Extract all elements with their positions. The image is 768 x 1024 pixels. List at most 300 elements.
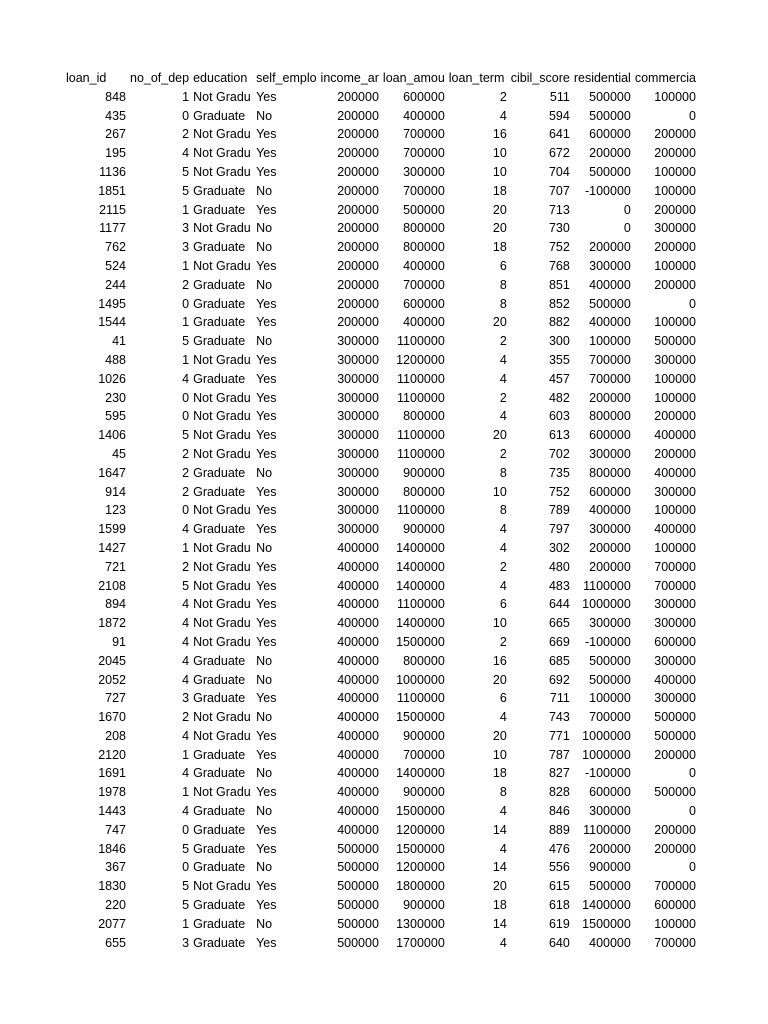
- table-cell: Graduate: [193, 240, 246, 255]
- table-cell: 8: [499, 296, 507, 311]
- table-row: [64, 764, 698, 783]
- table-cell: 900000: [403, 522, 445, 537]
- table-cell: 700000: [403, 277, 445, 292]
- table-cell: 700000: [654, 559, 696, 574]
- table-cell: 200000: [654, 202, 696, 217]
- table-cell: 4: [499, 804, 507, 819]
- table-cell: 3: [182, 240, 190, 255]
- table-cell: 752: [548, 484, 570, 499]
- table-cell: 400000: [337, 597, 379, 612]
- table-cell: 100000: [654, 89, 696, 104]
- table-cell: Yes: [256, 146, 277, 161]
- table-cell: 500000: [403, 202, 445, 217]
- table-cell: 700000: [589, 710, 631, 725]
- table-cell: 600000: [589, 127, 631, 142]
- table-cell: -100000: [584, 634, 631, 649]
- table-cell: 1500000: [582, 916, 631, 931]
- table-cell: Not Gradu: [193, 503, 251, 518]
- table-row: [64, 840, 698, 859]
- table-row: [64, 633, 698, 652]
- table-row: [64, 313, 698, 332]
- table-cell: 0: [182, 390, 190, 405]
- table-cell: Not Gradu: [193, 578, 251, 593]
- table-row: [64, 144, 698, 163]
- table-cell: 1406: [98, 428, 126, 443]
- table-row: [64, 689, 698, 708]
- table-cell: 5: [182, 164, 190, 179]
- table-cell: 1830: [98, 879, 126, 894]
- table-body: [64, 88, 698, 953]
- table-cell: Yes: [256, 747, 277, 762]
- table-row: [64, 426, 698, 445]
- table-cell: 200000: [337, 183, 379, 198]
- table-cell: 4: [182, 371, 190, 386]
- table-cell: 1978: [98, 785, 126, 800]
- table-row: [64, 464, 698, 483]
- table-cell: 8: [499, 465, 507, 480]
- table-cell: 200000: [337, 296, 379, 311]
- table-cell: 5: [182, 183, 190, 198]
- table-cell: Yes: [256, 841, 277, 856]
- table-cell: 2077: [98, 916, 126, 931]
- table-cell: 20: [492, 728, 507, 743]
- table-cell: 123: [105, 503, 126, 518]
- table-cell: 800000: [403, 484, 445, 499]
- table-cell: No: [256, 334, 273, 349]
- table-cell: Graduate: [193, 916, 246, 931]
- table-cell: Yes: [256, 409, 277, 424]
- table-cell: 735: [548, 465, 570, 480]
- table-cell: No: [256, 710, 273, 725]
- table-cell: 848: [105, 89, 126, 104]
- header-cibil-score: cibil_score: [510, 71, 570, 85]
- table-cell: Graduate: [193, 465, 246, 480]
- table-row: [64, 558, 698, 577]
- table-cell: 100000: [654, 916, 696, 931]
- table-cell: Graduate: [193, 804, 246, 819]
- table-cell: 500000: [589, 653, 631, 668]
- table-cell: Yes: [256, 728, 277, 743]
- table-cell: 300000: [654, 653, 696, 668]
- table-cell: 1026: [98, 371, 126, 386]
- table-cell: 2: [182, 465, 190, 480]
- table-row: [64, 201, 698, 220]
- table-cell: 500000: [589, 164, 631, 179]
- table-cell: 511: [549, 89, 570, 104]
- table-row: [64, 501, 698, 520]
- table-cell: Not Gradu: [193, 164, 251, 179]
- table-row: [64, 88, 698, 107]
- table-cell: 0: [689, 804, 696, 819]
- table-cell: 200000: [337, 146, 379, 161]
- table-cell: No: [256, 860, 273, 875]
- table-cell: 244: [105, 277, 126, 292]
- table-cell: 700000: [403, 747, 445, 762]
- table-cell: 2: [499, 559, 507, 574]
- table-cell: 828: [548, 785, 570, 800]
- table-cell: 230: [105, 390, 126, 405]
- table-cell: 700000: [654, 935, 696, 950]
- table-cell: 400000: [337, 540, 379, 555]
- table-cell: 400000: [589, 315, 631, 330]
- table-cell: 600000: [403, 89, 445, 104]
- table-cell: 4: [182, 616, 190, 631]
- table-cell: 435: [105, 108, 126, 123]
- table-cell: 200000: [337, 315, 379, 330]
- table-cell: 743: [548, 710, 570, 725]
- table-cell: 1100000: [583, 822, 631, 837]
- header-no-of-dependents: no_of_dep: [130, 71, 190, 85]
- table-cell: Not Gradu: [193, 559, 251, 574]
- table-cell: 2115: [99, 202, 126, 217]
- table-cell: 600000: [654, 898, 696, 913]
- table-row: [64, 934, 698, 953]
- table-cell: 100000: [654, 164, 696, 179]
- table-cell: 0: [182, 296, 190, 311]
- table-cell: 45: [112, 446, 126, 461]
- table-cell: 0: [623, 202, 631, 217]
- table-row: [64, 858, 698, 877]
- table-cell: Graduate: [193, 202, 246, 217]
- table-cell: 200000: [337, 108, 379, 123]
- table-row: [64, 125, 698, 144]
- table-cell: 200000: [337, 221, 379, 236]
- table-cell: 3: [182, 691, 190, 706]
- table-cell: 100000: [654, 540, 696, 555]
- table-cell: 2052: [98, 672, 126, 687]
- table-row: [64, 746, 698, 765]
- table-cell: 200000: [654, 446, 696, 461]
- table-cell: 900000: [403, 465, 445, 480]
- table-cell: No: [256, 240, 273, 255]
- table-cell: 0: [182, 822, 190, 837]
- table-cell: 4: [182, 653, 190, 668]
- table-cell: 615: [548, 879, 570, 894]
- table-cell: 4: [499, 841, 507, 856]
- table-cell: 300000: [337, 522, 379, 537]
- table-row: [64, 671, 698, 690]
- table-cell: 1846: [98, 841, 126, 856]
- table-cell: No: [256, 465, 273, 480]
- table-cell: No: [256, 916, 273, 931]
- table-cell: Not Gradu: [193, 597, 251, 612]
- table-cell: 4: [182, 597, 190, 612]
- table-cell: 10: [492, 146, 507, 161]
- table-row: [64, 483, 698, 502]
- table-cell: 1: [182, 540, 190, 555]
- table-cell: 655: [105, 935, 126, 950]
- table-cell: 18: [492, 898, 507, 913]
- table-cell: Not Gradu: [193, 89, 251, 104]
- table-cell: 1400000: [396, 559, 445, 574]
- table-cell: 208: [105, 728, 126, 743]
- table-row: [64, 445, 698, 464]
- table-cell: 18: [492, 240, 507, 255]
- table-cell: Graduate: [193, 898, 246, 913]
- table-cell: 14: [492, 822, 507, 837]
- table-cell: 1599: [98, 522, 126, 537]
- table-row: [64, 257, 698, 276]
- table-cell: 1800000: [396, 879, 445, 894]
- table-cell: 200000: [654, 747, 696, 762]
- table-cell: 300000: [654, 597, 696, 612]
- table-cell: 721: [105, 559, 126, 574]
- table-cell: Yes: [256, 634, 277, 649]
- header-loan-amount: loan_amou: [382, 71, 445, 85]
- header-income-annum: income_ar: [320, 71, 379, 85]
- table-cell: 1443: [98, 804, 126, 819]
- table-cell: 300000: [589, 616, 631, 631]
- table-cell: 600000: [654, 634, 696, 649]
- table-cell: 600000: [589, 785, 631, 800]
- table-cell: 200000: [654, 841, 696, 856]
- table-cell: 4: [499, 540, 507, 555]
- table-cell: 2: [182, 710, 190, 725]
- table-row: [64, 219, 698, 238]
- table-cell: Not Gradu: [193, 146, 251, 161]
- table-cell: 200000: [589, 240, 631, 255]
- table-cell: 747: [105, 822, 126, 837]
- table-cell: Graduate: [193, 484, 246, 499]
- table-cell: 2045: [98, 653, 126, 668]
- header-loan-id: loan_id: [66, 71, 107, 85]
- header-commercial-assets: commercia: [634, 71, 696, 85]
- table-cell: No: [256, 277, 273, 292]
- table-cell: 483: [548, 578, 570, 593]
- table-cell: 200000: [337, 277, 379, 292]
- table-cell: Not Gradu: [193, 127, 251, 142]
- table-cell: 1200000: [396, 822, 445, 837]
- table-cell: 367: [105, 860, 126, 875]
- table-cell: 300000: [337, 446, 379, 461]
- table-cell: 4: [499, 710, 507, 725]
- table-cell: 851: [548, 277, 570, 292]
- table-cell: 644: [548, 597, 570, 612]
- table-cell: 5: [182, 841, 190, 856]
- table-cell: 2: [182, 446, 190, 461]
- header-self-employed: self_emplo: [256, 71, 317, 85]
- table-cell: 1: [182, 747, 190, 762]
- table-cell: 500000: [589, 672, 631, 687]
- table-cell: 0: [182, 503, 190, 518]
- table-cell: 200000: [654, 822, 696, 837]
- table-cell: Yes: [256, 691, 277, 706]
- loan-data-table: [64, 69, 698, 952]
- table-cell: -100000: [584, 183, 631, 198]
- table-cell: Yes: [256, 484, 277, 499]
- table-cell: 400000: [403, 258, 445, 273]
- table-cell: Graduate: [193, 935, 246, 950]
- table-row: [64, 107, 698, 126]
- table-cell: 10: [492, 616, 507, 631]
- table-cell: 1177: [99, 221, 126, 236]
- table-cell: 1647: [98, 465, 126, 480]
- table-cell: 641: [548, 127, 570, 142]
- table-row: [64, 783, 698, 802]
- table-cell: 300: [548, 334, 570, 349]
- table-cell: 603: [548, 409, 570, 424]
- table-cell: 4: [499, 522, 507, 537]
- table-cell: 500000: [337, 860, 379, 875]
- table-cell: 1000000: [396, 672, 445, 687]
- table-cell: 2108: [98, 578, 126, 593]
- table-cell: 400000: [337, 616, 379, 631]
- table-cell: 1100000: [397, 334, 445, 349]
- table-cell: 300000: [337, 390, 379, 405]
- table-cell: 4: [182, 146, 190, 161]
- table-cell: 1: [182, 258, 190, 273]
- table-cell: 0: [689, 766, 696, 781]
- table-cell: 400000: [337, 766, 379, 781]
- table-cell: 665: [548, 616, 570, 631]
- table-cell: 4: [182, 522, 190, 537]
- table-cell: No: [256, 653, 273, 668]
- table-cell: 500000: [589, 296, 631, 311]
- header-row: [64, 69, 698, 88]
- table-cell: 4: [499, 352, 507, 367]
- table-cell: No: [256, 766, 273, 781]
- table-cell: 8: [499, 277, 507, 292]
- table-cell: Graduate: [193, 747, 246, 762]
- table-cell: 10: [492, 484, 507, 499]
- table-cell: 700000: [403, 127, 445, 142]
- table-cell: 400000: [337, 785, 379, 800]
- table-cell: 2: [182, 277, 190, 292]
- table-cell: Graduate: [193, 334, 246, 349]
- table-cell: Graduate: [193, 296, 246, 311]
- table-cell: 700000: [589, 352, 631, 367]
- table-cell: 400000: [654, 465, 696, 480]
- table-cell: 200000: [337, 89, 379, 104]
- table-cell: 0: [623, 221, 631, 236]
- table-cell: No: [256, 540, 273, 555]
- table-cell: Not Gradu: [193, 540, 251, 555]
- table-cell: 5: [182, 428, 190, 443]
- table-cell: 800000: [403, 221, 445, 236]
- table-cell: 500000: [337, 898, 379, 913]
- table-cell: 400000: [589, 503, 631, 518]
- table-cell: 200000: [589, 540, 631, 555]
- table-cell: 1400000: [582, 898, 631, 913]
- table-cell: 300000: [589, 446, 631, 461]
- table-cell: 300000: [654, 221, 696, 236]
- table-cell: 1400000: [396, 540, 445, 555]
- table-cell: Yes: [256, 559, 277, 574]
- table-cell: 827: [548, 766, 570, 781]
- table-cell: 672: [548, 146, 570, 161]
- table-cell: Yes: [256, 127, 277, 142]
- table-cell: Yes: [256, 597, 277, 612]
- table-cell: Graduate: [193, 371, 246, 386]
- table-cell: 500000: [337, 841, 379, 856]
- table-row: [64, 652, 698, 671]
- table-cell: 200000: [337, 164, 379, 179]
- table-cell: Graduate: [193, 860, 246, 875]
- table-cell: 600000: [589, 484, 631, 499]
- table-cell: No: [256, 108, 273, 123]
- table-cell: 300000: [654, 484, 696, 499]
- table-cell: 400000: [403, 315, 445, 330]
- table-cell: Not Gradu: [193, 390, 251, 405]
- table-cell: Not Gradu: [193, 221, 251, 236]
- table-cell: 20: [492, 315, 507, 330]
- table-cell: 752: [548, 240, 570, 255]
- table-cell: 8: [499, 785, 507, 800]
- table-cell: 846: [548, 804, 570, 819]
- table-cell: Not Gradu: [193, 352, 251, 367]
- table-cell: 4: [499, 371, 507, 386]
- table-cell: Graduate: [193, 653, 246, 668]
- table-cell: 2: [182, 559, 190, 574]
- header-loan-term: loan_term: [448, 71, 505, 85]
- table-cell: 669: [548, 634, 570, 649]
- table-cell: 1: [182, 315, 190, 330]
- table-cell: 800000: [403, 653, 445, 668]
- table-cell: 1691: [98, 766, 126, 781]
- table-row: [64, 182, 698, 201]
- table-cell: Not Gradu: [193, 428, 251, 443]
- table-cell: 595: [105, 409, 126, 424]
- table-cell: 300000: [337, 484, 379, 499]
- table-cell: 2: [499, 334, 507, 349]
- table-cell: 6: [499, 597, 507, 612]
- table-cell: Yes: [256, 428, 277, 443]
- table-row: [64, 332, 698, 351]
- table-cell: 4: [499, 409, 507, 424]
- table-cell: 300000: [589, 258, 631, 273]
- table-cell: 1100000: [397, 446, 445, 461]
- table-cell: 200000: [337, 127, 379, 142]
- table-cell: Yes: [256, 390, 277, 405]
- table-cell: 400000: [337, 578, 379, 593]
- table-cell: 1200000: [396, 860, 445, 875]
- table-cell: 400000: [337, 559, 379, 574]
- table-cell: 727: [105, 691, 126, 706]
- table-cell: 200000: [654, 277, 696, 292]
- table-cell: 300000: [654, 691, 696, 706]
- table-cell: 882: [548, 315, 570, 330]
- table-cell: 100000: [654, 371, 696, 386]
- table-cell: Graduate: [193, 277, 246, 292]
- table-cell: 640: [548, 935, 570, 950]
- table-cell: 91: [112, 634, 126, 649]
- table-cell: 20: [492, 879, 507, 894]
- table-cell: 2: [499, 89, 507, 104]
- table-cell: Yes: [256, 522, 277, 537]
- table-cell: 100000: [654, 258, 696, 273]
- table-cell: 800000: [403, 409, 445, 424]
- table-cell: 700000: [589, 371, 631, 386]
- table-cell: Not Gradu: [193, 785, 251, 800]
- table-cell: 20: [492, 428, 507, 443]
- table-cell: 300000: [589, 804, 631, 819]
- table-cell: 4: [182, 728, 190, 743]
- table-cell: 5: [182, 879, 190, 894]
- table-cell: 18: [492, 183, 507, 198]
- table-cell: Yes: [256, 352, 277, 367]
- table-cell: 300000: [337, 503, 379, 518]
- table-cell: Not Gradu: [193, 258, 251, 273]
- table-cell: 488: [105, 352, 126, 367]
- table-cell: 355: [548, 352, 570, 367]
- table-cell: 500000: [654, 710, 696, 725]
- table-cell: 797: [548, 522, 570, 537]
- table-cell: 800000: [589, 409, 631, 424]
- table-cell: No: [256, 221, 273, 236]
- table-cell: 762: [105, 240, 126, 255]
- table-cell: Yes: [256, 371, 277, 386]
- table-cell: 2: [182, 127, 190, 142]
